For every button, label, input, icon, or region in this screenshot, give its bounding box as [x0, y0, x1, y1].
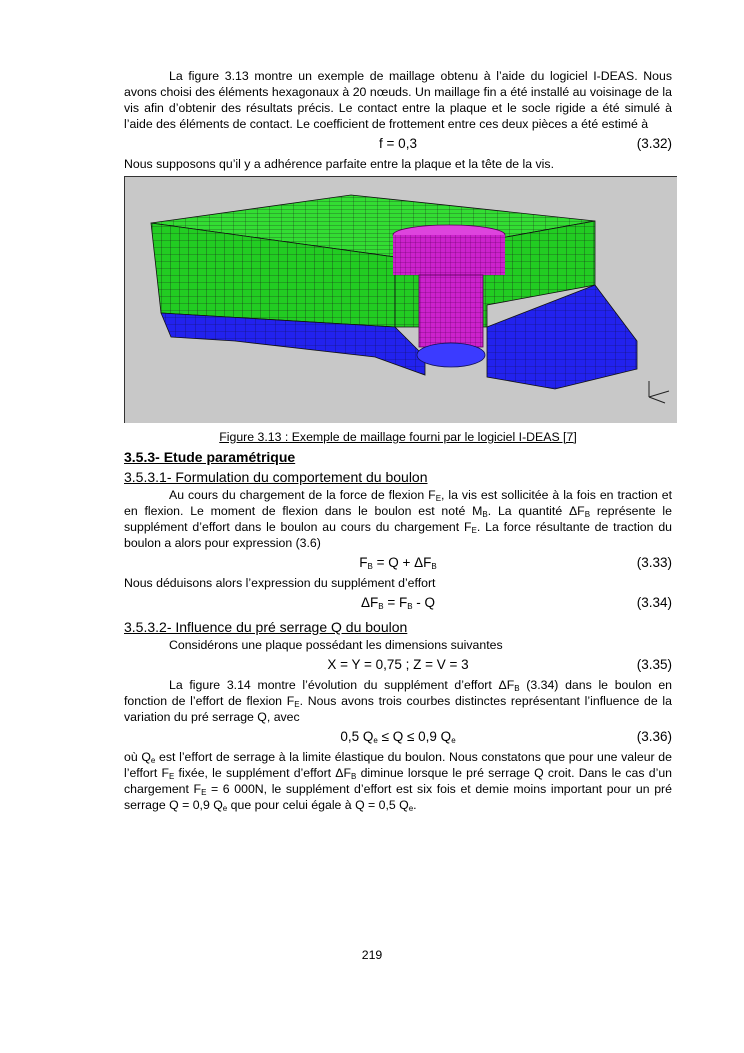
equation-3-36	[124, 725, 672, 749]
axis-triad-icon	[649, 381, 669, 403]
equation-number: (3.33)	[636, 555, 672, 570]
screw-shank	[419, 275, 483, 347]
equation-formula: 0,5 $Q_e \le Q \le 0,9$ $Q_e$	[340, 729, 456, 745]
dimensions-paragraph: Considérons une plaque possédant les dimensions suivantes	[169, 638, 503, 652]
page-number: 219	[361, 948, 383, 962]
screw-bottom	[417, 343, 485, 367]
equation-3-32	[124, 132, 672, 156]
section-title: 3.5.3- Etude paramétrique	[124, 449, 296, 465]
mesh-render	[125, 177, 677, 423]
formulation-paragraph: Au cours du chargement de la force de flexion $F_E$, la vis est sollicitée à la fois en traction et en flexion. Le moment de flexion dans le boulon est noté $M_B$. La quantité $\Delta F_B$ représente le supplément d’effort dans le boulon au cours du chargement $F_E$. La force résultante de traction du boulon a alors pour expression (3.6)	[124, 488, 672, 550]
intro-paragraph: La figure 3.13 montre un exemple de maillage obtenu à l’aide du logiciel I-DEAS. Nous avons choisi des éléments hexagonaux à 20 nœuds. Un maillage fin a été installé au voisinage de la vis afin d’obtenir des résultats précis. Le contact entre la plaque et le socle rigide a été simulé à l’aide des éléments de contact. Le coefficient de frottement entre ces deux pièces a été estimé à	[124, 69, 672, 131]
equation-formula: X = Y = 0,75 ; Z = V = 3	[327, 657, 469, 672]
deduction-paragraph: Nous déduisons alors l’expression du supplément d’effort	[124, 576, 436, 590]
equation-formula: f = 0,3	[379, 136, 417, 151]
equation-formula: $F_B = Q + \Delta F_B$	[359, 555, 437, 571]
equation-number: (3.35)	[636, 657, 672, 672]
subsection-title-1: 3.5.3.1- Formulation du comportement du boulon	[124, 469, 428, 485]
figure-caption: Figure 3.13 : Exemple de maillage fourni par le logiciel I-DEAS [7]	[219, 430, 577, 444]
equation-3-34	[124, 591, 672, 615]
equation-number: (3.34)	[636, 595, 672, 610]
equation-number: (3.36)	[636, 729, 672, 744]
document-page	[124, 68, 672, 813]
equation-3-35	[124, 653, 672, 677]
equation-formula: $\Delta F_B = F_B - Q$	[360, 595, 436, 611]
screw-head-side	[393, 235, 505, 275]
equation-number: (3.32)	[636, 136, 672, 151]
conclusion-paragraph: où $Q_e$ est l’effort de serrage à la limite élastique du boulon. Nous constatons que pour une valeur de l’effort $F_E$ fixée, le supplément d’effort $\Delta F_B$ diminue lorsque le pré serrage Q croit. Dans le cas d’un chargement $F_E = 6$ 000N, le supplément d’effort est six fois et demie moins important pour un pré serrage Q = 0,9 $Q_e$ que pour celui égale à Q = 0,5 $Q_e$.	[124, 750, 672, 813]
adhesion-paragraph: Nous supposons qu’il y a adhérence parfaite entre la plaque et la tête de la vis.	[124, 157, 554, 171]
mesh-figure	[124, 176, 677, 423]
equation-3-33	[124, 551, 672, 575]
evolution-paragraph: La figure 3.14 montre l’évolution du supplément d’effort $\Delta F_B$ (3.34) dans le boulon en fonction de l’effort de flexion $F_E$. Nous avons trois courbes distinctes représentant l’influence de la variation du pré serrage Q, avec	[124, 678, 673, 724]
subsection-title-2: 3.5.3.2- Influence du pré serrage Q du boulon	[124, 619, 408, 635]
